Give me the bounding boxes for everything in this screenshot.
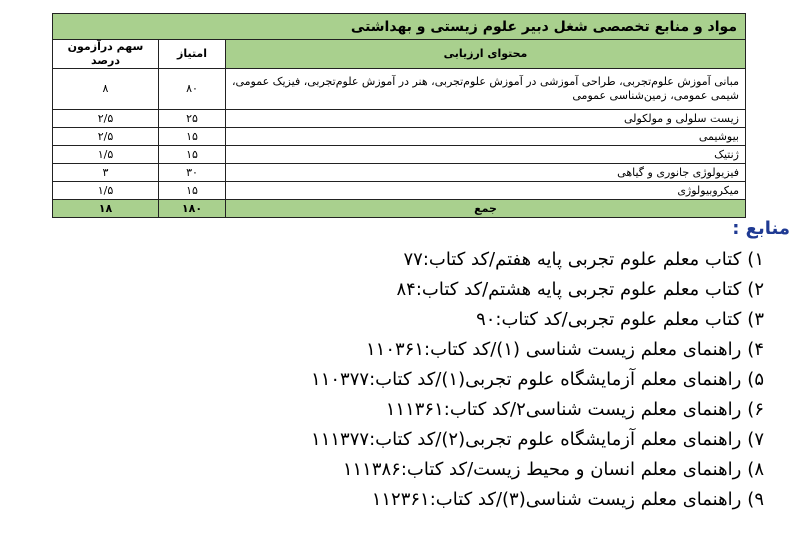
source-item	[10, 366, 764, 396]
source-item	[10, 486, 764, 516]
row-share: ۱/۵	[53, 146, 159, 164]
source-number: ۳)	[747, 309, 764, 330]
table-title-row	[53, 14, 746, 40]
total-points: ۱۸۰	[159, 200, 226, 218]
source-text: راهنمای معلم زیست شناسی(۳)/کد کتاب:۱۱۲۳۶۱	[371, 489, 742, 510]
table-header-row	[53, 40, 746, 69]
row-points: ۱۵	[159, 182, 226, 200]
source-item	[10, 246, 764, 276]
source-item	[10, 426, 764, 456]
source-text: کتاب معلم علوم تجربی/کد کتاب:۹۰	[476, 309, 742, 330]
header-share: سهم درآزمون درصد	[53, 40, 159, 69]
table-row	[53, 69, 746, 110]
source-number: ۷)	[747, 429, 764, 450]
row-share: ۳	[53, 164, 159, 182]
row-share: ۲/۵	[53, 128, 159, 146]
subjects-table	[52, 13, 746, 218]
source-number: ۴)	[747, 339, 764, 360]
source-number: ۵)	[747, 369, 764, 390]
source-number: ۶)	[747, 399, 764, 420]
total-label: جمع	[226, 200, 746, 218]
row-points: ۳۰	[159, 164, 226, 182]
source-item	[10, 306, 764, 336]
table-row	[53, 182, 746, 200]
table-total-row	[53, 200, 746, 218]
source-number: ۸)	[747, 459, 764, 480]
source-text: راهنمای معلم آزمایشگاه علوم تجربی(۲)/کد کتاب:۱۱۱۳۷۷	[311, 429, 742, 450]
row-content: ژنتیک	[226, 146, 746, 164]
source-number: ۱)	[747, 249, 764, 270]
row-content: میکروبیولوژی	[226, 182, 746, 200]
source-text: کتاب معلم علوم تجربی پایه هفتم/کد کتاب:۷۷	[403, 249, 742, 270]
row-points: ۱۵	[159, 146, 226, 164]
row-share: ۱/۵	[53, 182, 159, 200]
row-points: ۲۵	[159, 110, 226, 128]
table-row	[53, 164, 746, 182]
table-row	[53, 110, 746, 128]
table-row	[53, 128, 746, 146]
row-share: ۸	[53, 69, 159, 110]
sources-list	[10, 246, 790, 516]
subjects-table-container	[53, 13, 746, 218]
source-text: راهنمای معلم زیست شناسی۲/کد کتاب:۱۱۱۳۶۱	[385, 399, 742, 420]
total-share: ۱۸	[53, 200, 159, 218]
source-item	[10, 276, 764, 306]
sources-section	[10, 218, 790, 516]
source-text: راهنمای معلم انسان و محیط زیست/کد کتاب:۱۱۱۳۸۶	[342, 459, 742, 480]
row-content: فیزیولوژی جانوری و گیاهی	[226, 164, 746, 182]
sources-heading: منابع :	[732, 218, 790, 239]
source-text: راهنمای معلم آزمایشگاه علوم تجربی(۱)/کد کتاب:۱۱۰۳۷۷	[311, 369, 742, 390]
table-title: مواد و منابع تخصصی شغل دبیر علوم زیستی و بهداشتی	[53, 14, 746, 40]
source-item	[10, 336, 764, 366]
header-content: محتوای ارزیابی	[226, 40, 746, 69]
table-row	[53, 146, 746, 164]
source-number: ۹)	[747, 489, 764, 510]
row-content: بیوشیمی	[226, 128, 746, 146]
row-points: ۸۰	[159, 69, 226, 110]
header-points: امتیاز	[159, 40, 226, 69]
source-text: راهنمای معلم زیست شناسی (۱)/کد کتاب:۱۱۰۳۶۱	[365, 339, 742, 360]
source-item	[10, 456, 764, 486]
source-text: کتاب معلم علوم تجربی پایه هشتم/کد کتاب:۸۴	[396, 279, 742, 300]
row-share: ۲/۵	[53, 110, 159, 128]
row-content: زیست سلولی و مولکولی	[226, 110, 746, 128]
row-content: مبانی آموزش علوم‌تجربی، طراحی آموزشی در آموزش علوم‌تجربی، هنر در آموزش علوم‌تجربی، فیزیک عمومی، شیمی عمومی، زمین‌شناسی عمومی	[226, 69, 746, 110]
row-points: ۱۵	[159, 128, 226, 146]
source-item	[10, 396, 764, 426]
source-number: ۲)	[747, 279, 764, 300]
